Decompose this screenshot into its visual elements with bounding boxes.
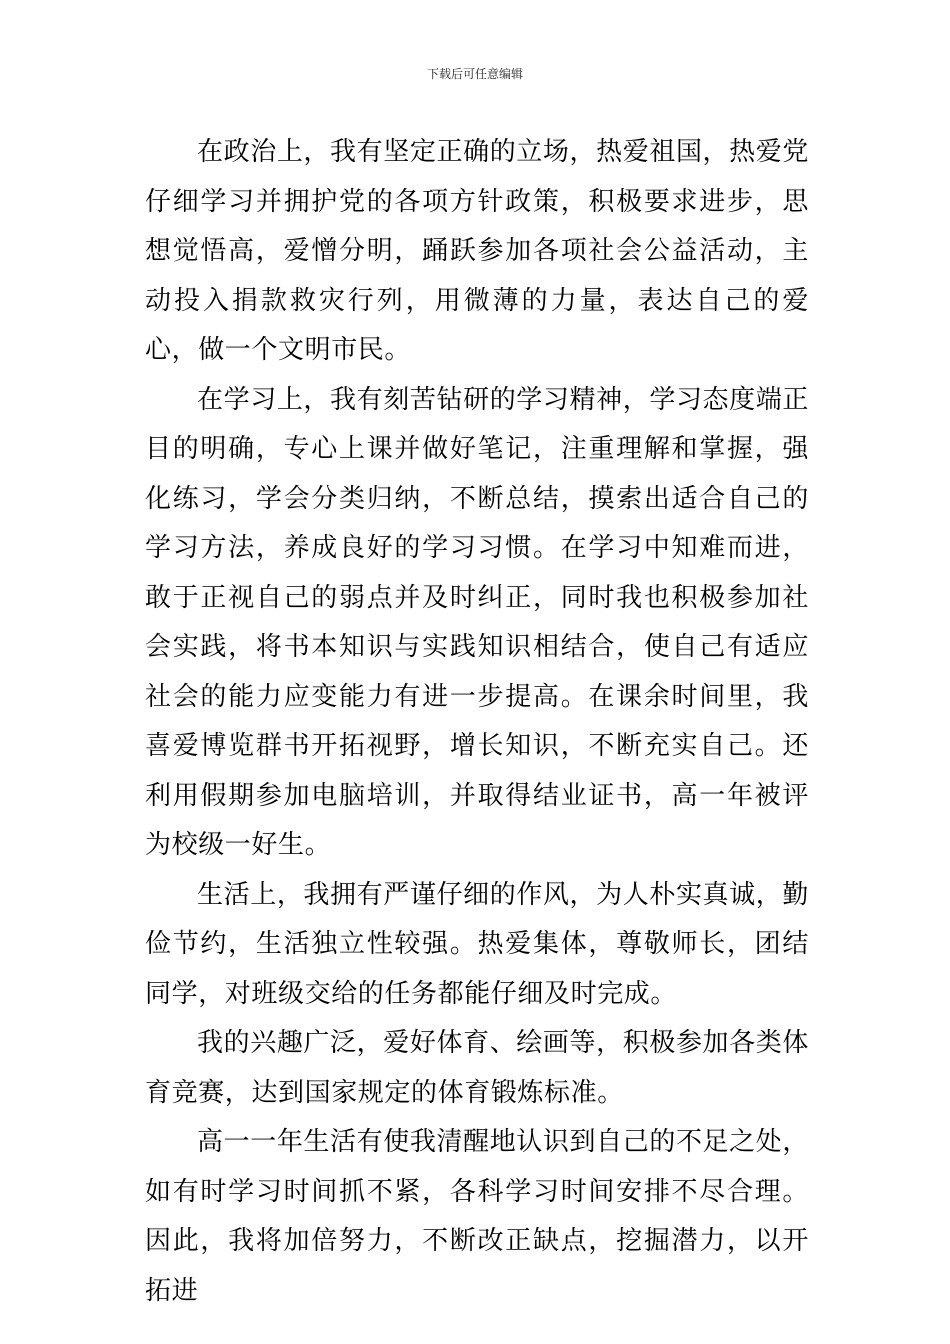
paragraph-study: 在学习上，我有刻苦钻研的学习精神，学习态度端正目的明确，专心上课并做好笔记，注重理解和掌握，强化练习，学会分类归纳，不断总结，摸索出适合自己的学习方法，养成良好的学习习惯。在学习中知难而进，敢于正视自己的弱点并及时纠正，同时我也积极参加社会实践，将书本知识与实践知识相结合，使自己有适应社会的能力应变能力有进一步提高。在课余时间里，我喜爱博览群书开拓视野，增长知识，不断充实自己。还利用假期参加电脑培训，并取得结业证书，高一年被评为校级一好生。 xyxy=(145,384,809,860)
paragraph-politics: 在政治上，我有坚定正确的立场，热爱祖国，热爱党仔细学习并拥护党的各项方针政策，积极要求进步，思想觉悟高，爱憎分明，踊跃参加各项社会公益活动，主动投入捐款救灾行列，用微薄的力量，表达自己的爱心，做一个文明市民。 xyxy=(145,137,809,365)
paragraph-reflection: 高一一年生活有使我清醒地认识到自己的不足之处，如有时学习时间抓不紧，各科学习时间安排不尽合理。因此，我将加倍努力，不断改正缺点，挖掘潜力，以开拓进 xyxy=(145,1127,809,1306)
paragraph-life: 生活上，我拥有严谨仔细的作风，为人朴实真诚，勤俭节约，生活独立性较强。热爱集体，尊敬师长，团结同学，对班级交给的任务都能仔细及时完成。 xyxy=(145,879,809,1009)
page-header: 下载后可任意编辑 xyxy=(426,67,523,81)
paragraph-interests: 我的兴趣广泛，爱好体育、绘画等，积极参加各类体育竞赛，达到国家规定的体育锻炼标准。 xyxy=(145,1028,809,1108)
document-body xyxy=(145,128,809,1316)
